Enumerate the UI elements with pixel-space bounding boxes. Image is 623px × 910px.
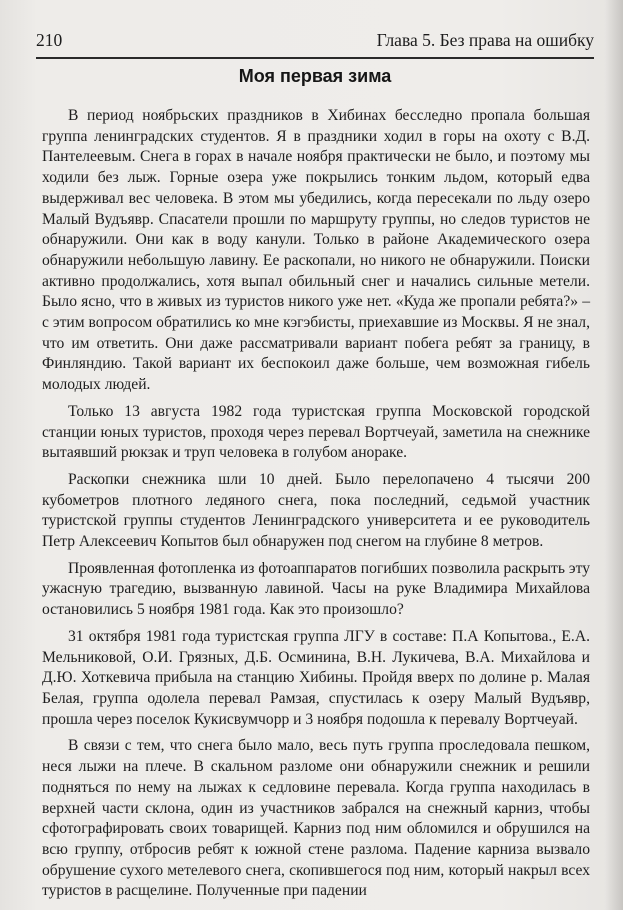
paragraph: Раскопки снежника шли 10 дней. Было перелопачено 4 тысячи 200 кубометров плотного ледяного снега, пока последний, седьмой участник туристской группы студентов Ленинградского университета и ее руководитель Петр Алексеевич Копытов был обнаружен под снегом на глубине 8 метров.: [42, 470, 590, 551]
paragraph: 31 октября 1981 года туристская группа ЛГУ в составе: П.А Копытова., Е.А. Мельниковой, О.И. Грязных, Д.Б. Осминина, В.Н. Лукичева, В.А. Михайлова и Д.Ю. Хоткевича прибыла на станцию Хибины. Пройдя вверх по долине р. Малая Белая, группа одолела перевал Рамзая, спустилась к озеру Малый Вудъявр, прошла через поселок Кукисвумчорр и 3 ноября подошла к перевалу Вортчеуай.: [42, 627, 590, 728]
paragraph: В связи с тем, что снега было мало, весь путь группа проследовала пешком, неся лыжи на плече. В скальном разломе они обнаружили снежник и решили подняться по нему на лыжах к седловине перевала. Когда группа находилась в верхней части склона, один из участников забрался на снежный карниз, чтобы сфотографировать своих товарищей. Карниз под ним обломился и обрушился на всю группу, отбросив ребят к южной стене разлома. Падение карниза вызвало обрушение сухого метелевого снега, скопившегося под ним, который накрыл всех туристов в расщелине. Полученные при падении: [42, 737, 590, 900]
paragraph: Только 13 августа 1982 года туристская группа Московской городской станции юных туристов, проходя через перевал Вортчеуай, заметила на снежнике вытаявший рюкзак и труп человека в голубом анораке.: [42, 402, 590, 462]
paragraph: Проявленная фотопленка из фотоаппаратов погибших позволила раскрыть эту ужасную трагедию, вызванную лавиной. Часы на руке Владимира Михайлова остановились 5 ноября 1981 года. Как это произошло?: [42, 559, 590, 619]
body-text: [42, 106, 590, 908]
section-title: Моя первая зима: [238, 66, 392, 86]
page-number: 210: [36, 30, 63, 50]
running-head: [36, 30, 594, 54]
page-spine-shadow: [605, 0, 623, 910]
paragraph: В период ноябрьских праздников в Хибинах бесследно пропала большая группа ленинградских студентов. Я в праздники ходил в горы на охоту с В.Д. Пантелеевым. Снега в горах в начале ноября практически не было, и поэтому мы ходили без лыж. Горные озера уже покрылись тонким льдом, который едва выдерживал вес человека. В этом мы убедились, когда пересекали по льду озеро Малый Вудъявр. Спасатели прошли по маршруту группы, но следов туристов не обнаружили. Они как в воду канули. Только в районе Академического озера обнаружили небольшую лавину. Ее раскопали, но никого не обнаружили. Поиски активно продолжались, хотя выпал обильный снег и начались сильные метели. Было ясно, что в живых из туристов никого уже нет. «Куда же пропали ребята?» – с этим вопросом обратились ко мне кэгэбисты, приехавшие из Москвы. Я не знал, что им ответить. Они даже рассматривали вариант побега ребят за границу, в Финляндию. Такой вариант их беспокоил даже больше, чем возможная гибель молодых людей.: [42, 107, 590, 394]
header-rule: [36, 57, 594, 59]
chapter-title: Глава 5. Без права на ошибку: [376, 30, 594, 50]
